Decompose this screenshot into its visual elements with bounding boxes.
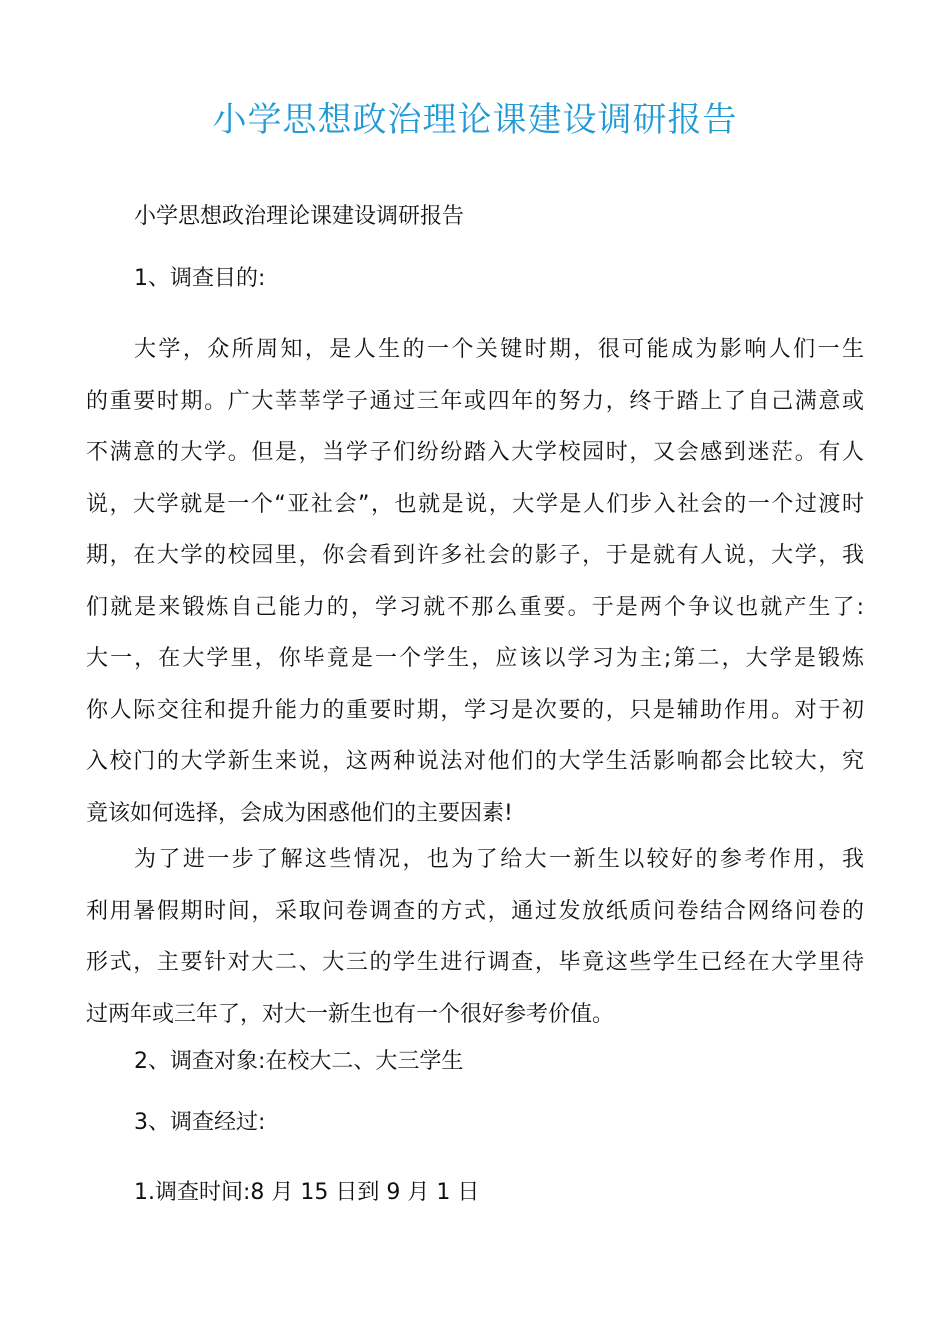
- paragraph-line: 大一，在大学里，你毕竟是一个学生，应该以学习为主;第二，大学是锻炼: [86, 646, 864, 671]
- paragraph-line: 期，在大学的校园里，你会看到许多社会的影子，于是就有人说，大学，我: [86, 543, 864, 568]
- section-heading-purpose: 1、调查目的:: [134, 266, 266, 291]
- paragraph-line: 形式，主要针对大二、大三的学生进行调查，毕竟这些学生已经在大学里待: [86, 950, 864, 975]
- paragraph-method: [86, 834, 864, 1040]
- paragraph-line: 大学，众所周知，是人生的一个关键时期，很可能成为影响人们一生: [134, 337, 864, 362]
- section-heading-subjects: 2、调查对象:在校大二、大三学生: [134, 1049, 464, 1074]
- paragraph-line: 的重要时期。广大莘莘学子通过三年或四年的努力，终于踏上了自己满意或: [86, 388, 864, 414]
- paragraph-line: 为了进一步了解这些情况，也为了给大一新生以较好的参考作用，我: [134, 847, 864, 872]
- paragraph-line: 入校门的大学新生来说，这两种说法对他们的大学生活影响都会比较大，究: [86, 749, 864, 774]
- paragraph-line: 说，大学就是一个“亚社会”，也就是说，大学是人们步入社会的一个过渡时: [86, 491, 864, 517]
- document-subtitle: 小学思想政治理论课建设调研报告: [134, 204, 465, 229]
- paragraph-line: 利用暑假期时间，采取问卷调查的方式，通过发放纸质问卷结合网络问卷的: [86, 898, 864, 924]
- list-item-survey-time: 1.调查时间:8 月 15 日到 9 月 1 日: [134, 1180, 480, 1205]
- section-heading-process: 3、调查经过:: [134, 1110, 266, 1135]
- paragraph-purpose: [86, 324, 864, 839]
- paragraph-line: 不满意的大学。但是，当学子们纷纷踏入大学校园时，又会感到迷茫。有人: [86, 440, 864, 465]
- document-title: 小学思想政治理论课建设调研报告: [212, 100, 738, 140]
- paragraph-line: 竟该如何选择，会成为困惑他们的主要因素!: [86, 800, 513, 826]
- paragraph-line: 过两年或三年了，对大一新生也有一个很好参考价值。: [86, 1001, 615, 1027]
- paragraph-line: 们就是来锻炼自己能力的，学习就不那么重要。于是两个争议也就产生了:: [86, 594, 864, 620]
- paragraph-line: 你人际交往和提升能力的重要时期，学习是次要的，只是辅助作用。对于初: [86, 697, 864, 723]
